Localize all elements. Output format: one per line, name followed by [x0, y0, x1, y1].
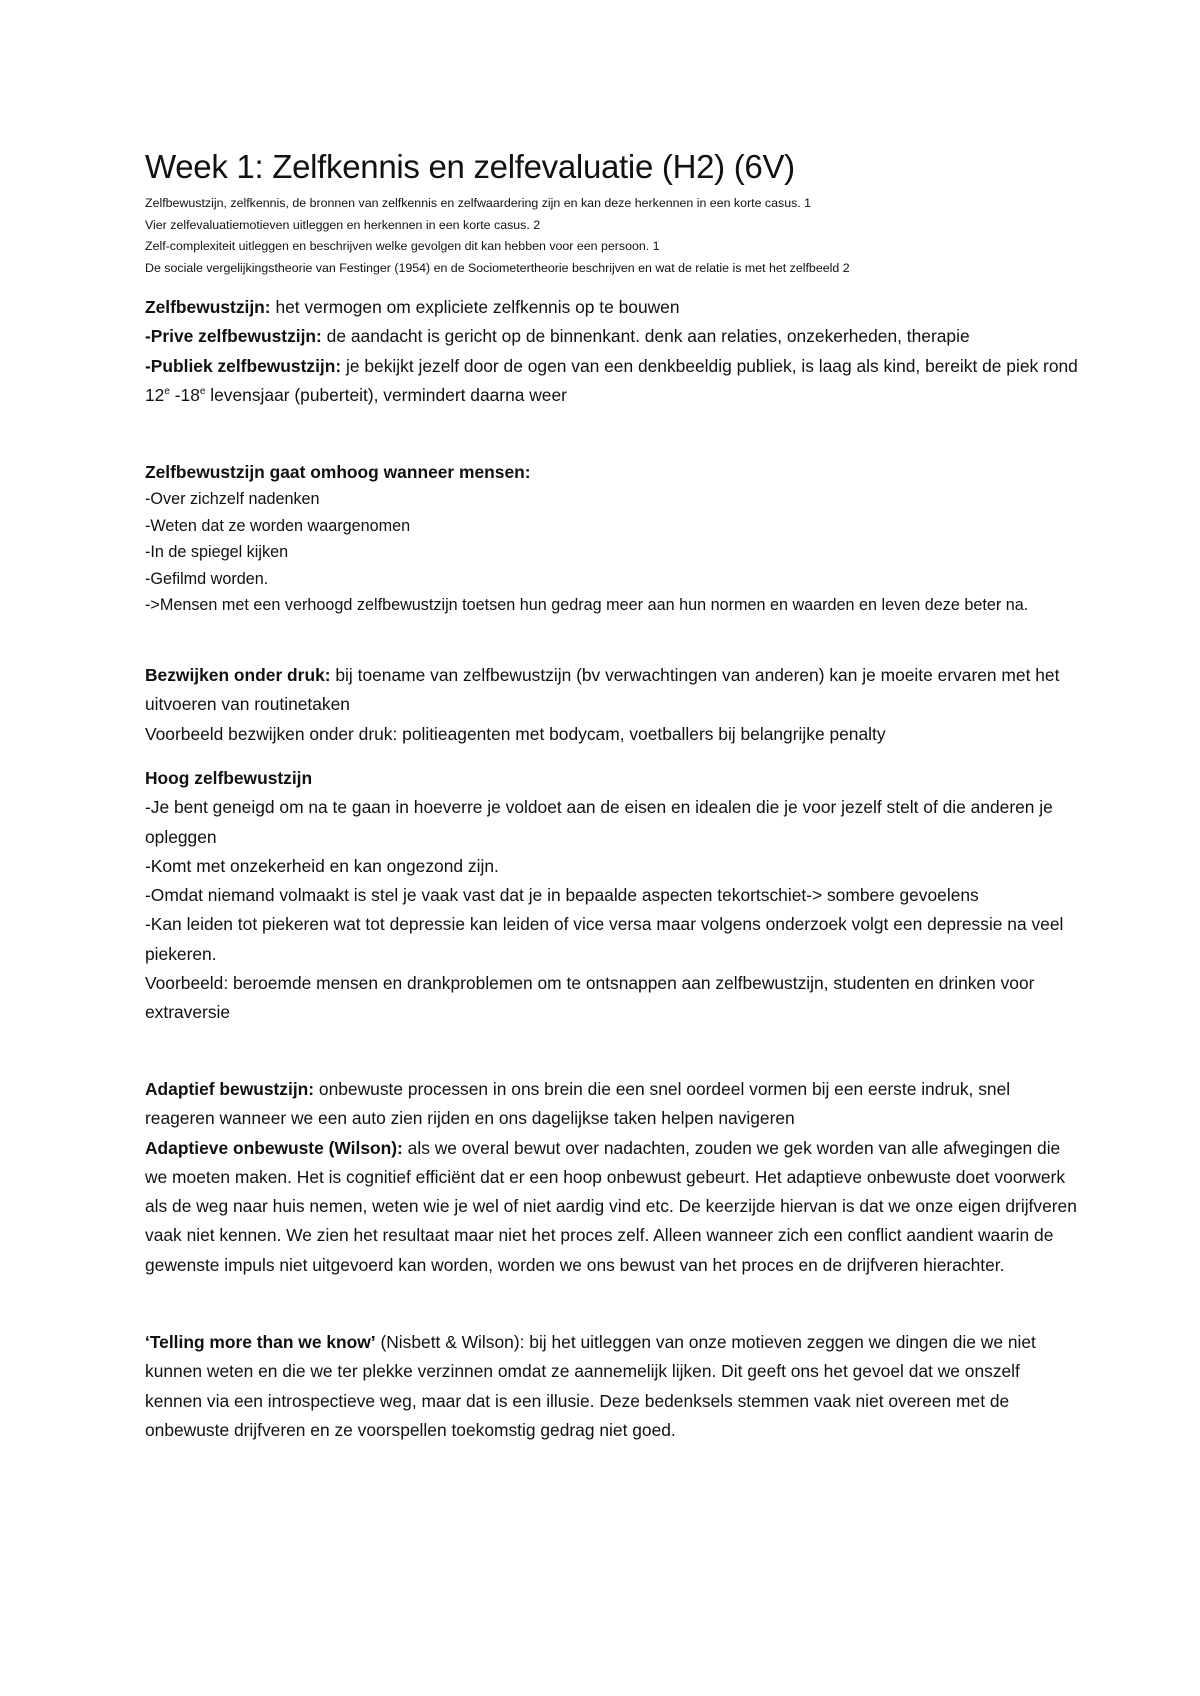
definition: -18 — [169, 384, 200, 405]
paragraph: Voorbeeld: beroemde mensen en drankproblemen om te ontsnappen aan zelfbewustzijn, studenten en drinken voor extraversie — [145, 973, 1035, 1023]
superscript: e — [199, 386, 206, 398]
paragraph — [145, 661, 1080, 720]
paragraph — [145, 1328, 1080, 1445]
section-adaptief — [145, 1075, 1080, 1280]
paragraph: -Je bent geneigd om na te gaan in hoeverre je voldoet aan de eisen en idealen die je voor jezelf stelt of die anderen je opleggen — [145, 797, 1053, 847]
objective-item: Zelf-complexiteit uitleggen en beschrijven welke gevolgen dit kan hebben voor een persoon. 1 — [145, 239, 660, 253]
section-heading — [145, 764, 1080, 793]
paragraph: Voorbeeld bezwijken onder druk: politieagenten met bodycam, voetballers bij belangrijke penalty — [145, 723, 886, 744]
paragraph — [145, 1134, 1080, 1280]
term: -Publiek zelfbewustzijn: — [145, 355, 342, 376]
list-item: -Over zichzelf nadenken — [145, 490, 320, 508]
objective-item: Vier zelfevaluatiemotieven uitleggen en herkennen in een korte casus. 2 — [145, 217, 541, 232]
list-item: -In de spiegel kijken — [145, 543, 289, 562]
section-telling-more — [145, 1328, 1080, 1445]
paragraph — [145, 352, 1080, 411]
section-hoog-zelfbewustzijn — [145, 764, 1080, 1028]
document-title: Week 1: Zelfkennis en zelfevaluatie (H2) (6V) — [145, 148, 795, 185]
list-item: ->Mensen met een verhoogd zelfbewustzijn toetsen hun gedrag meer aan hun normen en waarden en leven deze beter na. — [145, 596, 1029, 615]
definition: als we overal bewut over nadachten, zouden we gek worden van alle afwegingen die we moeten maken. Het is cognitief efficiënt dat er een hoop onbewust gebeurt. Het adaptieve onbewuste doet voorwerk als de weg naar huis nemen, weten wie je wel of niet aardig vind etc. De keerzijde hiervan is dat we onze eigen drijfveren vaak niet kennen. We zien het resultaat maar niet het proces zelf. Alleen wanneer zich een conflict aandient waarin de gewenste impuls niet uitgevoerd kan worden, worden we ons bewust van het proces en de drijfveren hierachter. — [145, 1137, 1077, 1275]
section-heading — [145, 458, 1080, 486]
term: Bezwijken onder druk: — [145, 665, 331, 685]
paragraph: -Kan leiden tot piekeren wat tot depressie kan leiden of vice versa maar volgens onderzoek volgt een depressie na veel piekeren. — [145, 914, 1064, 964]
term: -Prive zelfbewustzijn: — [145, 326, 322, 347]
paragraph: -Omdat niemand volmaakt is stel je vaak vast dat je in bepaalde aspecten tekortschiet-> sombere gevoelens — [145, 885, 979, 906]
learning-objectives — [145, 193, 1080, 279]
paragraph — [145, 1075, 1080, 1134]
objective-item: Zelfbewustzijn, zelfkennis, de bronnen van zelfkennis en zelfwaardering zijn en kan deze herkennen in een korte casus. 1 — [145, 196, 812, 210]
section-zelfbewustzijn — [145, 293, 1080, 410]
paragraph — [145, 293, 1080, 322]
definition: levensjaar (puberteit), vermindert daarna weer — [205, 384, 567, 405]
term: Adaptieve onbewuste (Wilson): — [145, 1137, 403, 1158]
term: ‘Telling more than we know’ — [145, 1332, 376, 1352]
definition: de aandacht is gericht op de binnenkant. denk aan relaties, onzekerheden, therapie — [321, 326, 970, 347]
objective-item: De sociale vergelijkingstheorie van Festinger (1954) en de Sociometertheorie beschrijven en wat de relatie is met het zelfbeeld 2 — [145, 260, 850, 275]
heading-text: Zelfbewustzijn gaat omhoog wanneer mensen: — [145, 462, 531, 482]
section-bezwijken — [145, 661, 1080, 749]
paragraph — [145, 322, 1080, 351]
superscript: e — [164, 386, 170, 398]
list-item: -Weten dat ze worden waargenomen — [145, 516, 411, 535]
definition: onbewuste processen in ons brein die een snel oordeel vormen bij een eerste indruk, snel reageren wanneer we een auto zien rijden en ons dagelijkse taken helpen navigeren — [145, 1079, 1011, 1129]
heading-text: Hoog zelfbewustzijn — [145, 768, 313, 788]
list-item: -Gefilmd worden. — [145, 569, 269, 588]
definition: het vermogen om expliciete zelfkennis op te bouwen — [270, 297, 680, 317]
term: Adaptief bewustzijn: — [145, 1079, 315, 1099]
section-zelfbewustzijn-omhoog — [145, 458, 1080, 619]
definition: bij toename van zelfbewustzijn (bv verwachtingen van anderen) kan je moeite ervaren met het uitvoeren van routinetaken — [145, 665, 1060, 715]
definition: (Nisbett & Wilson): bij het uitleggen van onze motieven zeggen we dingen die we niet kunnen weten en die we ter plekke verzinnen omdat ze aannemelijk lijken. Dit geeft ons het gevoel dat we onszelf kennen via een introspectieve weg, maar dat is een illusie. Deze bedenksels stemmen vaak niet overeen met de onbewuste drijfveren en ze voorspellen toekomstig gedrag niet goed. — [145, 1332, 1036, 1440]
definition: je bekijkt jezelf door de ogen van een denkbeeldig publiek, is laag als kind, bereikt de piek rond 12 — [145, 355, 1078, 405]
term: Zelfbewustzijn: — [145, 297, 271, 317]
paragraph: -Komt met onzekerheid en kan ongezond zijn. — [145, 855, 499, 876]
